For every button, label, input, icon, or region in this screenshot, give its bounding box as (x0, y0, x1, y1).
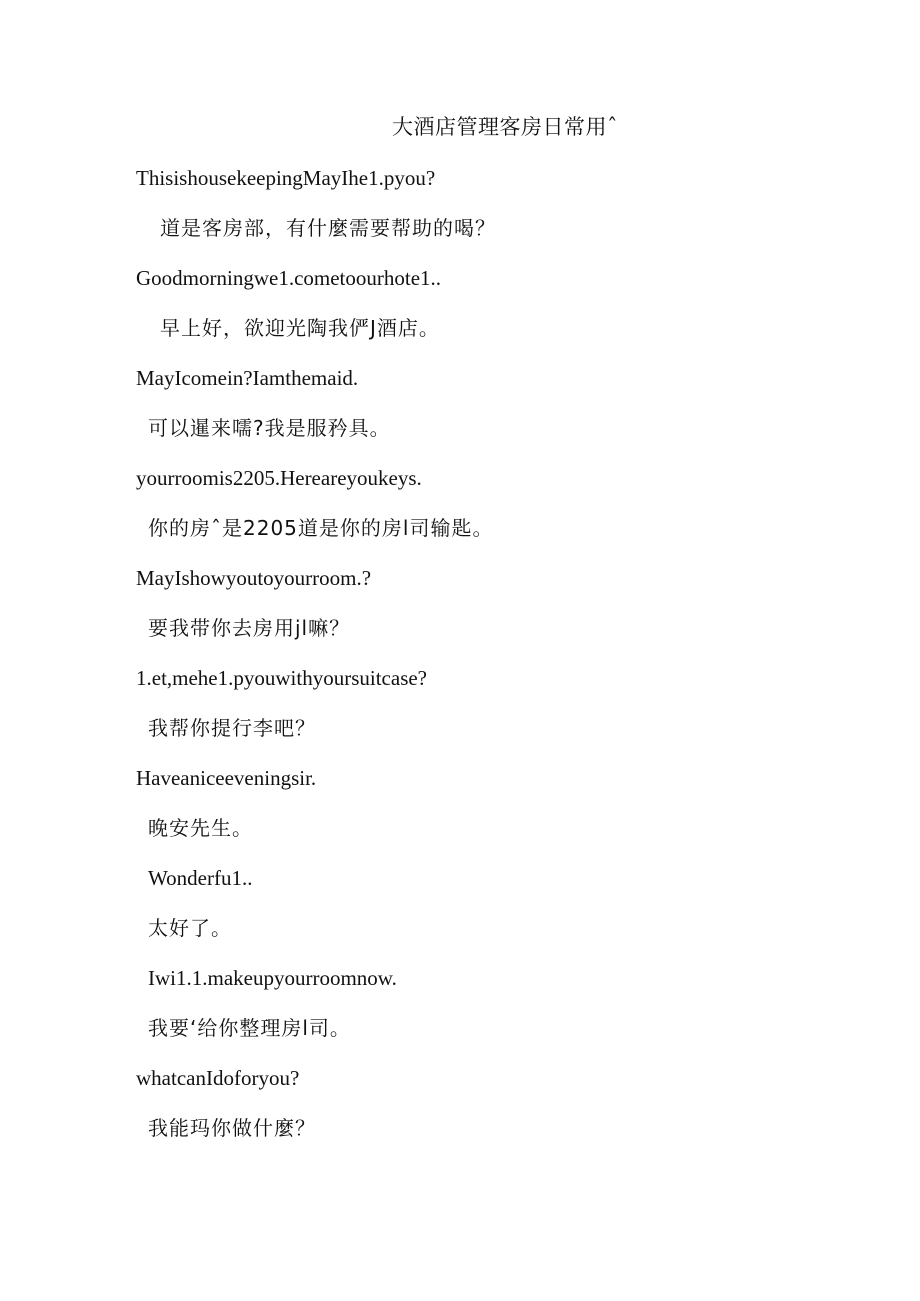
chinese-line: 太好了。 (148, 916, 232, 940)
english-line: yourroomis2205.Hereareyoukeys. (136, 466, 422, 490)
english-line: MayIcomein?Iamthemaid. (136, 366, 359, 390)
english-line: whatcanIdoforyou? (136, 1066, 300, 1090)
chinese-line: 你的房ˆ是2205道是你的房l司输匙。 (148, 516, 494, 540)
chinese-line: 我能玛你做什麼？ (148, 1116, 316, 1140)
english-line: Wonderfu1.. (148, 866, 253, 890)
chinese-line: 道是客房部，有什麼需要帮助的喝？ (160, 216, 496, 240)
chinese-line: 我要‘给你整理房l司。 (148, 1016, 351, 1040)
document-title: 大酒店管理客房日常用ˆ (392, 115, 618, 139)
english-line: Goodmorningwe1.cometoourhote1.. (136, 266, 442, 290)
english-line: ThisishousekeepingMayIhe1.pyou? (136, 166, 436, 190)
english-line: Iwi1.1.makeupyourroomnow. (148, 966, 397, 990)
chinese-line: 早上好，欲迎光陶我俨J酒店。 (160, 316, 440, 340)
english-line: MayIshowyoutoyourroom.? (136, 566, 372, 590)
chinese-line: 我帮你提行李吧？ (148, 716, 316, 740)
chinese-line: 晚安先生。 (148, 816, 253, 840)
chinese-line: 可以暹来嚅?我是服矜具。 (148, 416, 391, 440)
chinese-line: 要我带你去房用jl嘛？ (148, 616, 351, 640)
english-line: 1.et,mehe1.pyouwithyoursuitcase? (136, 666, 428, 690)
english-line: Haveaniceeveningsir. (136, 766, 317, 790)
